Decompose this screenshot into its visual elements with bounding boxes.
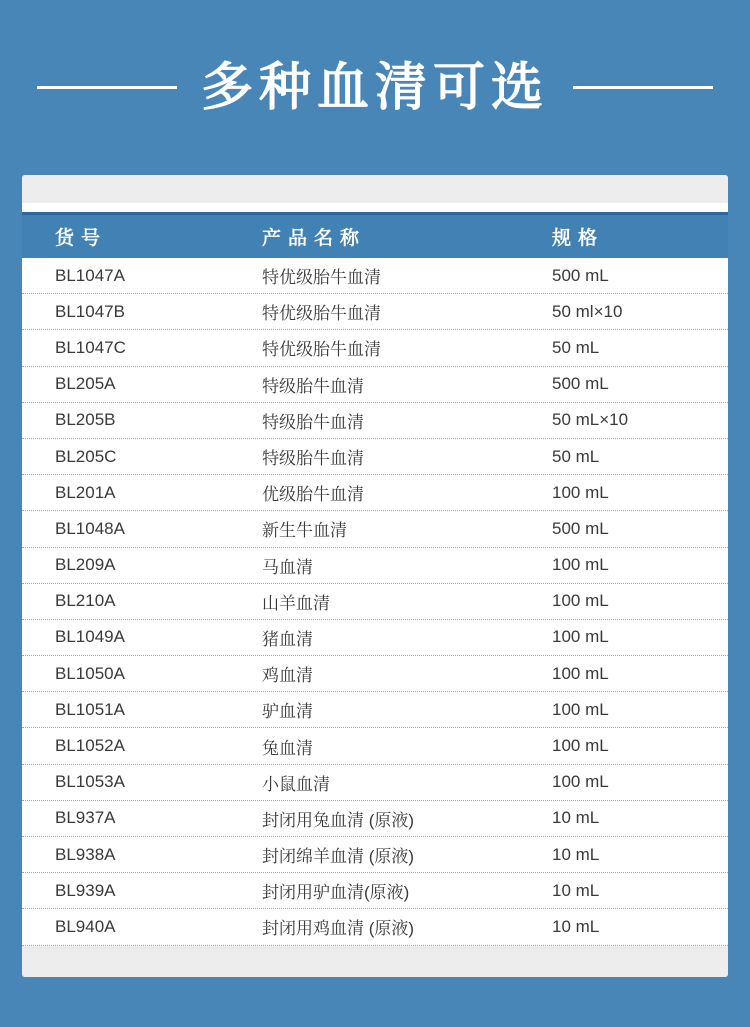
cell-product-name: 猪血清 [262, 629, 313, 649]
cell-spec: 100 mL [552, 699, 609, 719]
cell-sku: BL1050A [55, 663, 125, 683]
page-title: 多种血清可选 [200, 58, 549, 117]
cell-spec: 100 mL [552, 591, 609, 611]
table-row [22, 909, 728, 945]
cell-product-name: 特级胎牛血清 [262, 412, 364, 432]
cell-product-name: 特优级胎牛血清 [262, 268, 381, 288]
cell-product-name: 特级胎牛血清 [262, 376, 364, 396]
table-row [22, 258, 728, 294]
cell-sku: BL205A [55, 374, 116, 394]
cell-product-name: 驴血清 [262, 702, 313, 722]
cell-sku: BL1049A [55, 627, 125, 647]
table-row [22, 656, 728, 692]
column-header-name: 产品名称 [262, 228, 367, 249]
table-row [22, 548, 728, 584]
table-row [22, 584, 728, 620]
cell-product-name: 封闭绵羊血清 (原液) [262, 847, 415, 867]
card-bottom-strip [22, 946, 728, 977]
table-row [22, 620, 728, 656]
cell-spec: 50 mL [552, 446, 600, 466]
serum-table-card [22, 175, 728, 977]
cell-sku: BL940A [55, 916, 116, 936]
cell-product-name: 特级胎牛血清 [262, 449, 364, 469]
cell-product-name: 封闭用驴血清(原液) [262, 883, 410, 903]
cell-sku: BL939A [55, 880, 116, 900]
cell-sku: BL205C [55, 446, 117, 466]
table-row [22, 873, 728, 909]
cell-spec: 100 mL [552, 736, 609, 756]
cell-spec: 100 mL [552, 482, 609, 502]
page-header [0, 0, 750, 175]
table-row [22, 692, 728, 728]
cell-spec: 10 mL [552, 880, 600, 900]
cell-spec: 100 mL [552, 627, 609, 647]
cell-sku: BL1047B [55, 301, 125, 321]
table-row [22, 801, 728, 837]
table-row [22, 403, 728, 439]
table-row [22, 765, 728, 801]
title-rule-right [573, 86, 713, 89]
table-row [22, 837, 728, 873]
cell-product-name: 特优级胎牛血清 [262, 340, 381, 360]
cell-sku: BL1052A [55, 736, 125, 756]
cell-spec: 100 mL [552, 663, 609, 683]
cell-spec: 50 ml×10 [552, 301, 623, 321]
table-row [22, 330, 728, 366]
column-header-sku: 货号 [55, 228, 108, 249]
cell-sku: BL205B [55, 410, 116, 430]
cell-spec: 100 mL [552, 555, 609, 575]
cell-sku: BL937A [55, 808, 116, 828]
cell-sku: BL1053A [55, 772, 125, 792]
cell-product-name: 特优级胎牛血清 [262, 304, 381, 324]
cell-sku: BL201A [55, 482, 116, 502]
cell-spec: 100 mL [552, 772, 609, 792]
table-row [22, 294, 728, 330]
cell-sku: BL1047A [55, 265, 125, 285]
cell-product-name: 封闭用鸡血清 (原液) [262, 919, 415, 939]
cell-product-name: 封闭用兔血清 (原液) [262, 810, 415, 830]
cell-spec: 500 mL [552, 518, 609, 538]
cell-sku: BL210A [55, 591, 116, 611]
table-body [22, 258, 728, 946]
cell-product-name: 小鼠血清 [262, 774, 330, 794]
cell-sku: BL1048A [55, 518, 125, 538]
table-row [22, 439, 728, 475]
table-row [22, 511, 728, 547]
cell-product-name: 兔血清 [262, 738, 313, 758]
cell-spec: 10 mL [552, 916, 600, 936]
cell-product-name: 新生牛血清 [262, 521, 347, 541]
cell-spec: 500 mL [552, 374, 609, 394]
table-row [22, 728, 728, 764]
card-top-strip [22, 175, 728, 203]
cell-product-name: 鸡血清 [262, 666, 313, 686]
column-header-spec: 规格 [552, 228, 605, 249]
table-row [22, 475, 728, 511]
cell-product-name: 马血清 [262, 557, 313, 577]
cell-spec: 50 mL×10 [552, 410, 629, 430]
cell-spec: 10 mL [552, 844, 600, 864]
cell-sku: BL1051A [55, 699, 125, 719]
cell-spec: 50 mL [552, 337, 600, 357]
card-header-gap [22, 203, 728, 212]
cell-spec: 10 mL [552, 808, 600, 828]
title-rule-left [37, 86, 177, 89]
cell-sku: BL1047C [55, 337, 126, 357]
cell-spec: 500 mL [552, 265, 609, 285]
cell-sku: BL209A [55, 555, 116, 575]
cell-sku: BL938A [55, 844, 116, 864]
cell-product-name: 优级胎牛血清 [262, 485, 364, 505]
cell-product-name: 山羊血清 [262, 593, 330, 613]
table-row [22, 367, 728, 403]
table-header-row [22, 212, 728, 258]
